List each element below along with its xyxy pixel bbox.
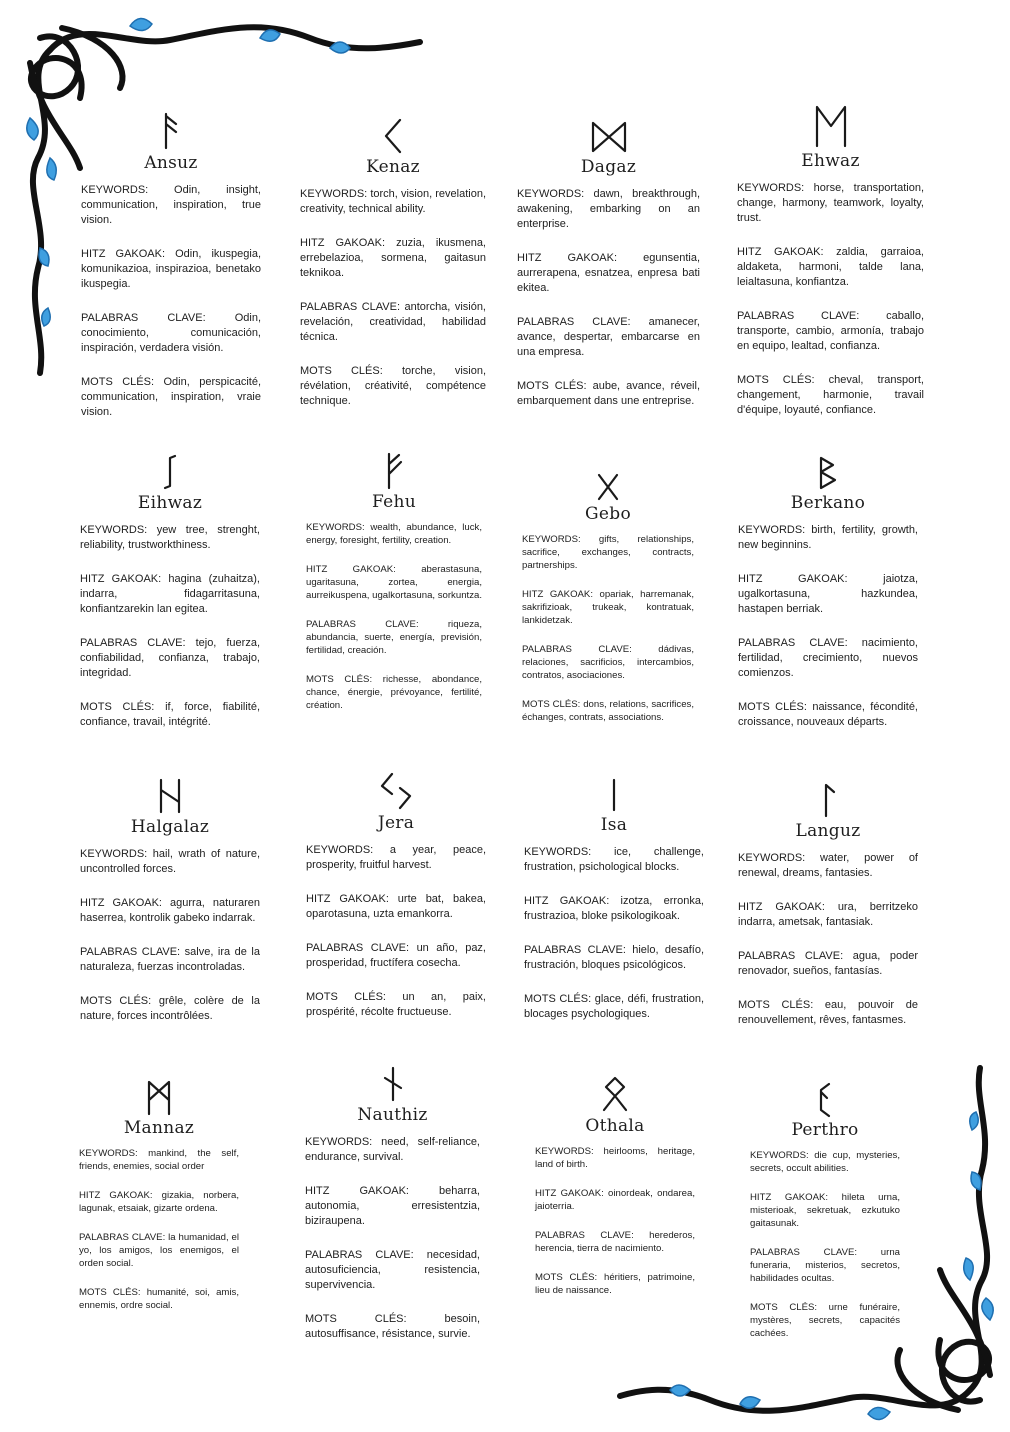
rune-card-perthro bbox=[750, 1082, 900, 1340]
keywords-basque: HITZ GAKOAK: gizakia, norbera, lagunak, etsaiak, gizarte ordena. bbox=[79, 1190, 239, 1214]
gebo-rune-icon bbox=[595, 472, 621, 502]
keywords-french: MOTS CLÉS: un an, paix, prospérité, récolte fructueuse. bbox=[306, 991, 486, 1018]
rune-name: Languz bbox=[795, 821, 861, 841]
nauthiz-rune-icon bbox=[381, 1066, 405, 1102]
keywords-french: MOTS CLÉS: glace, défi, frustration, blocages psychologiques. bbox=[524, 993, 704, 1020]
keywords-french: MOTS CLÉS: richesse, abondance, chance, énergie, prévoyance, fertilité, création. bbox=[306, 674, 482, 711]
keywords-spanish: PALABRAS CLAVE: hielo, desafío, frustración, bloques psicológicos. bbox=[524, 944, 704, 971]
keywords-basque: HITZ GAKOAK: beharra, autonomia, erresistentzia, biziraupena. bbox=[305, 1185, 480, 1227]
rune-name: Nauthiz bbox=[357, 1105, 428, 1125]
hagalaz-rune-icon bbox=[156, 778, 184, 814]
ansuz-rune-icon bbox=[156, 112, 186, 150]
keywords-spanish: PALABRAS CLAVE: riqueza, abundancia, suerte, energía, previsión, fertilidad, creación. bbox=[306, 619, 482, 656]
keywords-basque: HITZ GAKOAK: izotza, erronka, frustrazioa, bloke psikologikoak. bbox=[524, 895, 704, 922]
rune-card-eihwaz bbox=[80, 454, 260, 730]
keywords-english: KEYWORDS: torch, vision, revelation, creativity, technical ability. bbox=[300, 188, 486, 215]
rune-card-ansuz bbox=[81, 112, 261, 420]
dagaz-rune-icon bbox=[590, 120, 628, 154]
rune-card-mannaz bbox=[79, 1080, 239, 1312]
rune-card-kenaz bbox=[300, 118, 486, 409]
rune-card-dagaz bbox=[517, 120, 700, 409]
keywords-spanish: PALABRAS CLAVE: nacimiento, fertilidad, crecimiento, nuevos comienzos. bbox=[738, 637, 918, 679]
berkano-rune-icon bbox=[815, 456, 841, 490]
laguz-rune-icon bbox=[816, 782, 840, 818]
keywords-english: KEYWORDS: gifts, relationships, sacrifice, exchanges, contracts, partnerships. bbox=[522, 534, 694, 571]
keywords-basque: HITZ GAKOAK: opariak, harremanak, sakrifizioak, trukeak, kontratuak, lankidetzak. bbox=[522, 589, 694, 626]
keywords-french: MOTS CLÉS: naissance, fécondité, croissance, nouveaux départs. bbox=[738, 701, 918, 728]
keywords-spanish: PALABRAS CLAVE: caballo, transporte, cambio, armonía, trabajo en equipo, lealtad, confianza. bbox=[737, 310, 924, 352]
keywords-basque: HITZ GAKOAK: ura, berritzeko indarra, ametsak, fantasiak. bbox=[738, 901, 918, 928]
keywords-french: MOTS CLÉS: humanité, soi, amis, ennemis, ordre social. bbox=[79, 1287, 239, 1311]
keywords-english: KEYWORDS: wealth, abundance, luck, energy, foresight, fertility, creation. bbox=[306, 522, 482, 546]
rune-name: Kenaz bbox=[366, 157, 420, 177]
keywords-spanish: PALABRAS CLAVE: amanecer, avance, despertar, embarcarse en una empresa. bbox=[517, 316, 700, 358]
perthro-rune-icon bbox=[813, 1082, 837, 1118]
rune-card-halgalaz bbox=[80, 778, 260, 1024]
mannaz-rune-icon bbox=[145, 1080, 173, 1116]
rune-card-jera bbox=[306, 772, 486, 1020]
keywords-basque: HITZ GAKOAK: egunsentia, aurrerapena, esnatzea, enpresa bati ekitea. bbox=[517, 252, 700, 294]
keywords-basque: HITZ GAKOAK: agurra, naturaren haserrea, kontrolik gabeko indarrak. bbox=[80, 897, 260, 924]
keywords-english: KEYWORDS: water, power of renewal, dreams, fantasies. bbox=[738, 852, 918, 879]
keywords-english: KEYWORDS: dawn, breakthrough, awakening, embarking on an enterprise. bbox=[517, 188, 700, 230]
rune-name: Berkano bbox=[790, 493, 866, 513]
keywords-english: KEYWORDS: heirlooms, heritage, land of birth. bbox=[535, 1146, 695, 1170]
jera-rune-icon bbox=[378, 772, 414, 810]
keywords-spanish: PALABRAS CLAVE: herederos, herencia, tierra de nacimiento. bbox=[535, 1230, 695, 1254]
rune-card-gebo bbox=[522, 472, 694, 724]
keywords-french: MOTS CLÉS: eau, pouvoir de renouvellement, rêves, fantasmes. bbox=[738, 999, 918, 1026]
keywords-basque: HITZ GAKOAK: zuzia, ikusmena, errebelazioa, sormena, gaitasun teknikoa. bbox=[300, 237, 486, 279]
keywords-spanish: PALABRAS CLAVE: urna funeraria, misterios, secretos, habilidades ocultas. bbox=[750, 1247, 900, 1284]
keywords-basque: HITZ GAKOAK: urte bat, bakea, oparotasuna, uzta emankorra. bbox=[306, 893, 486, 920]
keywords-french: MOTS CLÉS: besoin, autosuffisance, résistance, survie. bbox=[305, 1313, 480, 1340]
rune-card-fehu bbox=[306, 452, 482, 712]
keywords-basque: HITZ GAKOAK: hileta urna, misterioak, sekretuak, ezkutuko gaitasunak. bbox=[750, 1192, 900, 1229]
keywords-spanish: PALABRAS CLAVE: Odin, conocimiento, comunicación, inspiración, verdadera visión. bbox=[81, 312, 261, 354]
keywords-spanish: PALABRAS CLAVE: antorcha, visión, revelación, creatividad, habilidad técnica. bbox=[300, 301, 486, 343]
rune-name: Fehu bbox=[371, 492, 417, 512]
rune-name: Othala bbox=[585, 1116, 645, 1136]
rune-name: Ehwaz bbox=[801, 151, 860, 171]
keywords-basque: HITZ GAKOAK: zaldia, garraioa, aldaketa, harmoni, talde lana, leialtasuna, konfiantza. bbox=[737, 246, 924, 288]
keywords-english: KEYWORDS: horse, transportation, change, harmony, teamwork, loyalty, trust. bbox=[737, 182, 924, 224]
keywords-french: MOTS CLÉS: aube, avance, réveil, embarquement dans une entreprise. bbox=[517, 380, 700, 407]
keywords-english: KEYWORDS: die cup, mysteries, secrets, occult abilities. bbox=[750, 1150, 900, 1174]
keywords-basque: HITZ GAKOAK: jaiotza, ugalkortasuna, hazkundea, hastapen berriak. bbox=[738, 573, 918, 615]
keywords-spanish: PALABRAS CLAVE: salve, ira de la naturaleza, fuerzas incontroladas. bbox=[80, 946, 260, 973]
rune-name: Jera bbox=[377, 813, 415, 833]
keywords-french: MOTS CLÉS: if, force, fiabilité, confiance, travail, intégrité. bbox=[80, 701, 260, 728]
keywords-english: KEYWORDS: ice, challenge, frustration, psichological blocks. bbox=[524, 846, 704, 873]
keywords-spanish: PALABRAS CLAVE: la humanidad, el yo, los amigos, los enemigos, el orden social. bbox=[79, 1232, 239, 1269]
keywords-french: MOTS CLÉS: dons, relations, sacrifices, échanges, contrats, associations. bbox=[522, 699, 694, 723]
rune-name: Isa bbox=[600, 815, 628, 835]
keywords-basque: HITZ GAKOAK: aberastasuna, ugaritasuna, zortea, energia, aurreikuspena, ugalkortasuna, sorkuntza. bbox=[306, 564, 482, 601]
rune-name: Halgalaz bbox=[130, 817, 210, 837]
isa-rune-icon bbox=[604, 778, 624, 812]
keywords-english: KEYWORDS: hail, wrath of nature, uncontrolled forces. bbox=[80, 848, 260, 875]
eihwaz-rune-icon bbox=[157, 454, 183, 490]
keywords-french: MOTS CLÉS: grêle, colère de la nature, forces incontrôlées. bbox=[80, 995, 260, 1022]
keywords-french: MOTS CLÉS: Odin, perspicacité, communication, inspiration, vraie vision. bbox=[81, 376, 261, 418]
keywords-english: KEYWORDS: mankind, the self, friends, enemies, social order bbox=[79, 1148, 239, 1172]
keywords-spanish: PALABRAS CLAVE: dádivas, relaciones, sacrificios, intercambios, contratos, asociaciones. bbox=[522, 644, 694, 681]
rune-card-berkano bbox=[738, 456, 918, 730]
keywords-english: KEYWORDS: yew tree, strenght, reliability, trustworkthiness. bbox=[80, 524, 260, 551]
keywords-french: MOTS CLÉS: urne funéraire, mystères, secrets, capacités cachées. bbox=[750, 1302, 900, 1339]
keywords-spanish: PALABRAS CLAVE: tejo, fuerza, confiabilidad, confianza, trabajo, integridad. bbox=[80, 637, 260, 679]
rune-name: Gebo bbox=[585, 504, 631, 524]
keywords-basque: HITZ GAKOAK: hagina (zuhaitza), indarra, fidagarritasuna, konfiantzarekin lan egitea. bbox=[80, 573, 260, 615]
ehwaz-rune-icon bbox=[813, 104, 849, 148]
rune-card-nauthiz bbox=[305, 1066, 480, 1342]
keywords-french: MOTS CLÉS: cheval, transport, changement, harmonie, travail d'équipe, loyauté, confiance. bbox=[737, 374, 924, 416]
keywords-basque: HITZ GAKOAK: Odin, ikuspegia, komunikazioa, inspirazioa, benetako ikuspegia. bbox=[81, 248, 261, 290]
rune-name: Dagaz bbox=[580, 157, 637, 177]
rune-name: Perthro bbox=[791, 1120, 859, 1140]
keywords-french: MOTS CLÉS: torche, vision, révélation, créativité, compétence technique. bbox=[300, 365, 486, 407]
rune-card-ehwaz bbox=[737, 104, 924, 418]
kenaz-rune-icon bbox=[378, 118, 408, 154]
fehu-rune-icon bbox=[379, 452, 409, 490]
rune-card-othala bbox=[535, 1076, 695, 1297]
keywords-french: MOTS CLÉS: héritiers, patrimoine, lieu de naissance. bbox=[535, 1272, 695, 1296]
keywords-spanish: PALABRAS CLAVE: necesidad, autosuficiencia, resistencia, supervivencia. bbox=[305, 1249, 480, 1291]
rune-name: Eihwaz bbox=[137, 493, 203, 513]
keywords-spanish: PALABRAS CLAVE: un año, paz, prosperidad, fructífera cosecha. bbox=[306, 942, 486, 969]
rune-name: Ansuz bbox=[144, 153, 198, 173]
rune-name: Mannaz bbox=[123, 1118, 195, 1138]
keywords-english: KEYWORDS: need, self-reliance, endurance, survival. bbox=[305, 1136, 480, 1163]
keywords-english: KEYWORDS: birth, fertility, growth, new beginnins. bbox=[738, 524, 918, 551]
rune-card-languz bbox=[738, 782, 918, 1028]
keywords-spanish: PALABRAS CLAVE: agua, poder renovador, sueños, fantasías. bbox=[738, 950, 918, 977]
keywords-basque: HITZ GAKOAK: oinordeak, ondarea, jaioterria. bbox=[535, 1188, 695, 1212]
keywords-english: KEYWORDS: Odin, insight, communication, inspiration, true vision. bbox=[81, 184, 261, 226]
rune-card-isa bbox=[524, 778, 704, 1022]
othala-rune-icon bbox=[600, 1076, 630, 1114]
keywords-english: KEYWORDS: a year, peace, prosperity, fruitful harvest. bbox=[306, 844, 486, 871]
